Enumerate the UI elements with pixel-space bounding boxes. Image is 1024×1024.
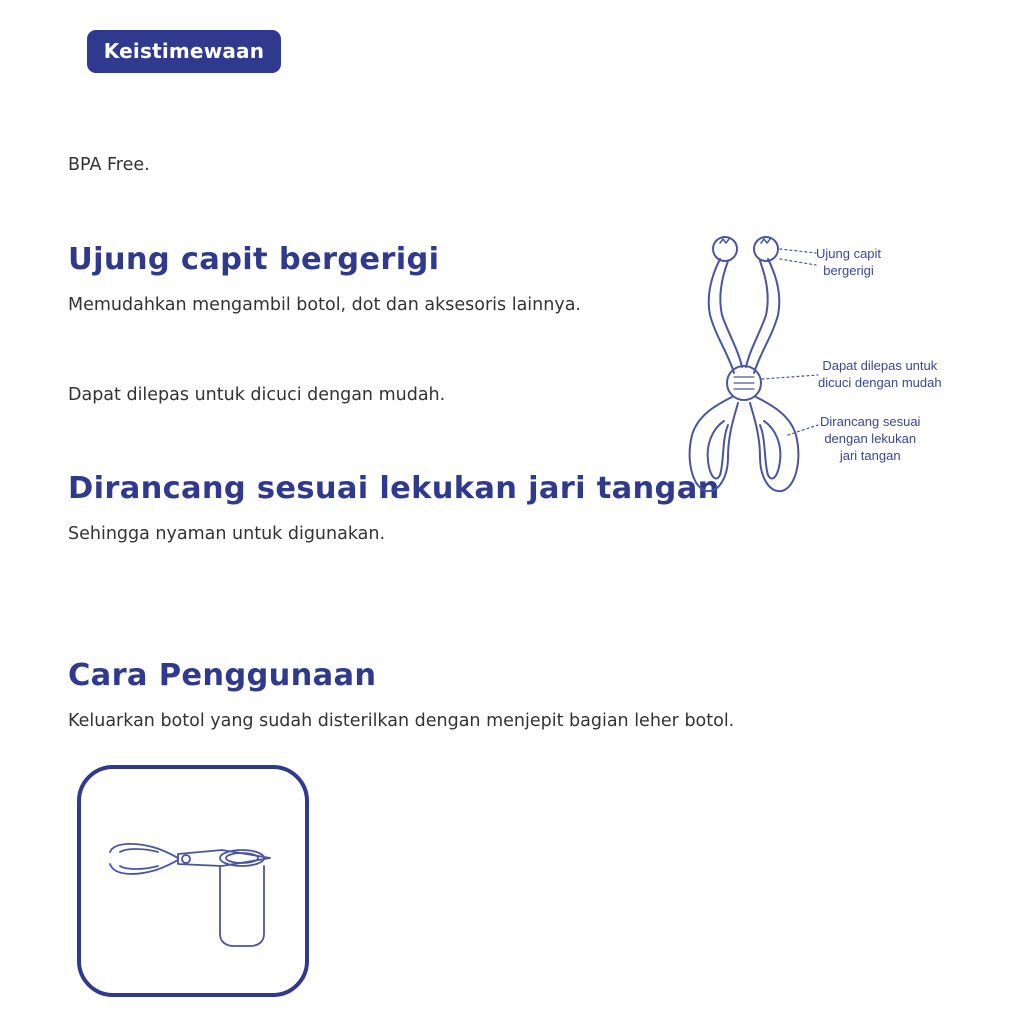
callout-ergonomic [820,413,920,464]
usage-step-1-illustration [74,762,314,1002]
callout-line: dicuci dengan mudah [818,375,942,390]
usage-step-1-text: Keluarkan botol yang sudah disterilkan dengan menjepit bagian leher botol. [68,711,735,731]
section-badge: Keistimewaan [87,30,281,73]
ergonomic-description: Sehingga nyaman untuk digunakan. [68,524,386,544]
callout-line: Dirancang sesuai [820,414,921,429]
serrated-tips-description: Memudahkan mengambil botol, dot dan aksesoris lainnya. [68,295,581,315]
tongs-diagram [676,225,976,505]
detachable-description: Dapat dilepas untuk dicuci dengan mudah. [68,385,446,405]
ergonomic-heading: Dirancang sesuai lekukan jari tangan [68,471,720,506]
callout-line: dengan lekukan [824,431,917,446]
callout-serrated-tips [816,245,881,279]
callout-line: Dapat dilepas untuk [822,358,938,373]
callout-line: bergerigi [823,263,874,278]
callout-line: jari tangan [839,448,901,463]
bpa-free-text: BPA Free. [68,155,150,175]
callout-line: Ujung capit [816,246,882,261]
tongs-holding-bottle-icon [74,762,314,1002]
usage-heading: Cara Penggunaan [68,658,377,693]
callout-detachable [818,357,942,391]
serrated-tips-heading: Ujung capit bergerigi [68,242,440,277]
